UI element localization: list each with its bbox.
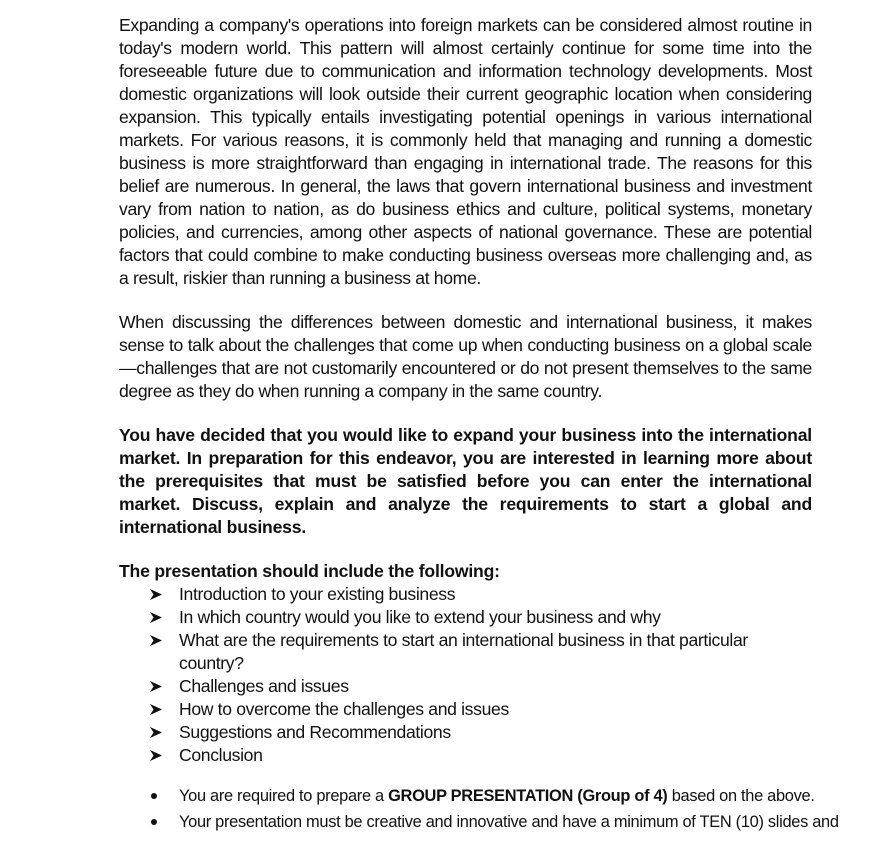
requirements-list (119, 783, 843, 835)
list-item (150, 721, 812, 744)
list-item (150, 744, 812, 767)
arrowhead-icon (150, 589, 162, 600)
presentation-items-list (119, 583, 812, 767)
list-item-text: Introduction to your existing business (179, 584, 456, 604)
differences-paragraph: When discussing the differences between domestic and international business, it makes sense to talk about the challenges that come up when conducting business on a global scale—challenges that are not customarily encountered or do not present themselves to the same degree as they do when running a company in the same country. (119, 312, 812, 401)
requirement-text-bold: GROUP PRESENTATION (Group of 4) (388, 787, 668, 805)
intro-paragraph: Expanding a company's operations into foreign markets can be considered almost routine in today's modern world. This pattern will almost certainly continue for some time into the foreseeable future due to communication and information technology developments. Most domestic organizations will look outside their current geographic location when considering expansion. This typically entails investigating potential openings in various international markets. For various reasons, it is commonly held that managing and running a domestic business is more straightforward than engaging in international trade. The reasons for this belief are numerous. In general, the laws that govern international business and investment vary from nation to nation, as do business ethics and culture, political systems, monetary policies, and currencies, among other aspects of national governance. These are potential factors that could combine to make conducting business overseas more challenging and, as a result, riskier than running a business at home. (119, 15, 812, 288)
requirement-item (150, 809, 843, 835)
requirement-text-before: You are required to prepare a (179, 787, 389, 805)
bullet-dot-icon (151, 793, 157, 799)
arrowhead-icon (150, 635, 162, 646)
presentation-heading: The presentation should include the following: (119, 561, 500, 581)
requirement-text-before: Your presentation must be creative and innovative and have a minimum of TEN (10) slides and (179, 813, 839, 831)
list-item (150, 675, 812, 698)
list-item-text: Suggestions and Recommendations (179, 722, 451, 742)
arrowhead-icon (150, 704, 162, 715)
list-item-text: In which country would you like to extend your business and why (179, 607, 661, 627)
requirement-text-after: based on the above. (667, 787, 815, 805)
arrowhead-icon (150, 612, 162, 623)
arrowhead-icon (150, 727, 162, 738)
bullet-dot-icon (151, 819, 157, 825)
list-item-text: How to overcome the challenges and issues (179, 699, 509, 719)
arrowhead-icon (150, 681, 162, 692)
arrowhead-icon (150, 750, 162, 761)
requirement-item (150, 783, 843, 809)
list-item (150, 583, 812, 606)
list-item (150, 629, 812, 675)
document-body (119, 14, 812, 767)
list-item-text: Conclusion (179, 745, 263, 765)
list-item (150, 698, 812, 721)
list-item (150, 606, 812, 629)
task-prompt: You have decided that you would like to expand your business into the international market. In preparation for this endeavor, you are interested in learning more about the prerequisites that must be satisfied before you can enter the international market. Discuss, explain and analyze the requirements to start a global and international business. (119, 425, 812, 537)
list-item-text: Challenges and issues (179, 676, 349, 696)
list-item-text: What are the requirements to start an international business in that particular country? (179, 630, 748, 673)
